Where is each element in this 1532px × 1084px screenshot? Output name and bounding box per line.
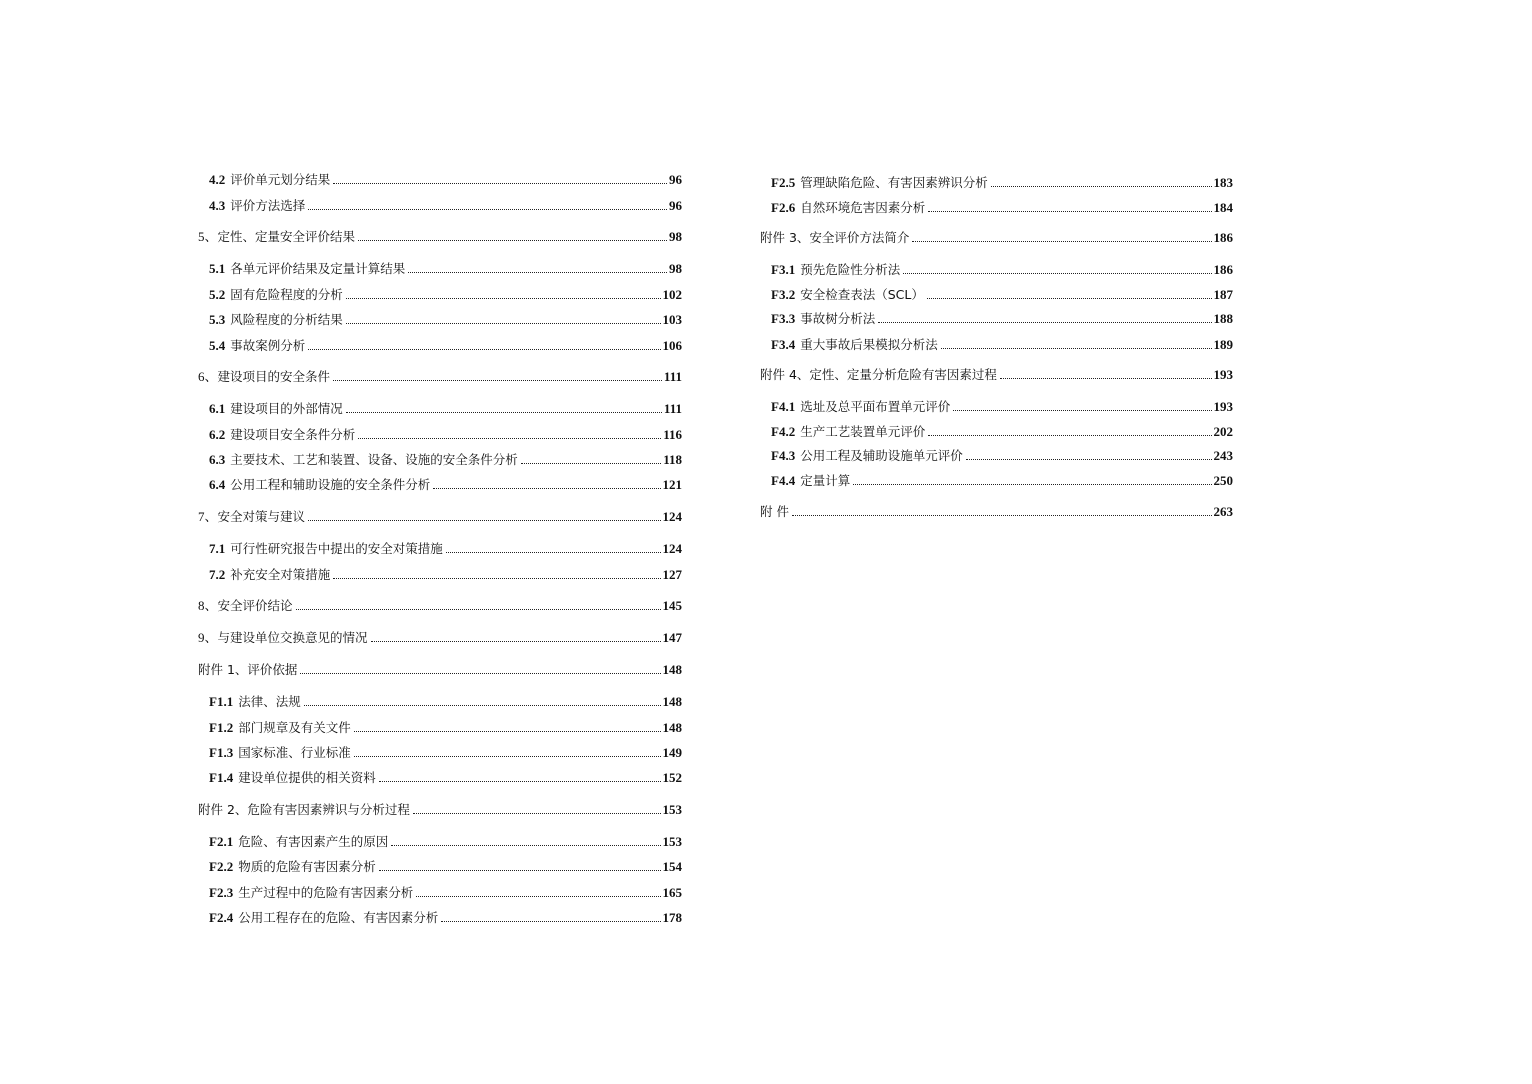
toc-entry-title: 建设项目安全条件分析	[230, 427, 356, 442]
toc-entry-title: 评价方法选择	[230, 198, 306, 213]
toc-dot-leader	[391, 844, 660, 846]
toc-entry[interactable]	[771, 395, 1233, 415]
toc-page-number: 186	[1213, 262, 1233, 277]
toc-entry[interactable]	[209, 716, 682, 736]
toc-entry-number: F2.4	[209, 910, 234, 925]
toc-entry[interactable]	[198, 225, 682, 245]
toc-dot-leader	[792, 514, 1212, 516]
toc-entry[interactable]	[771, 283, 1233, 303]
toc-dot-leader	[1000, 377, 1212, 379]
toc-entry-number: 6.2	[209, 427, 226, 442]
toc-dot-leader	[521, 462, 661, 464]
toc-dot-leader	[346, 322, 661, 324]
toc-dot-leader	[966, 458, 1212, 460]
toc-entry-number: 6.1	[209, 401, 226, 416]
toc-entry-title: 定性、定量安全评价结果	[217, 229, 356, 244]
toc-entry[interactable]	[209, 334, 682, 354]
toc-entry[interactable]	[209, 881, 682, 901]
toc-page-number: 98	[669, 229, 682, 244]
toc-entry[interactable]	[209, 855, 682, 875]
toc-entry-title: 自然环境危害因素分析	[800, 200, 926, 215]
toc-entry[interactable]	[209, 397, 682, 417]
toc-entry[interactable]	[760, 500, 1233, 520]
toc-dot-leader	[991, 185, 1212, 187]
toc-entry-title: 危险、有害因素产生的原因	[238, 834, 389, 849]
toc-entry[interactable]	[209, 906, 682, 926]
toc-entry[interactable]	[209, 563, 682, 583]
toc-entry[interactable]	[760, 363, 1233, 383]
toc-page-number: 188	[1213, 311, 1233, 326]
toc-entry[interactable]	[209, 690, 682, 710]
toc-entry[interactable]	[771, 444, 1233, 464]
toc-dot-leader	[408, 271, 667, 273]
toc-entry-number: 4.2	[209, 172, 226, 187]
toc-entry[interactable]	[198, 658, 682, 678]
toc-entry-title: 建设单位提供的相关资料	[238, 770, 376, 785]
toc-dot-leader	[441, 920, 660, 922]
toc-page-number: 250	[1213, 473, 1233, 488]
toc-dot-leader	[300, 672, 660, 674]
toc-entry-number: F2.1	[209, 834, 234, 849]
toc-entry-number: F2.2	[209, 859, 234, 874]
toc-entry[interactable]	[198, 365, 682, 385]
toc-entry-title: 部门规章及有关文件	[238, 720, 351, 735]
toc-page-number: 189	[1213, 337, 1233, 352]
toc-dot-leader	[413, 812, 661, 814]
toc-entry-number: 5、	[198, 229, 218, 244]
toc-entry-number: 7.1	[209, 541, 226, 556]
toc-entry-title: 法律、法规	[238, 694, 301, 709]
toc-entry-number: 7、	[198, 509, 218, 524]
toc-page-number: 149	[662, 745, 682, 760]
toc-entry-title: 重大事故后果模拟分析法	[800, 337, 938, 352]
toc-page-number: 152	[662, 770, 682, 785]
toc-entry-title: 公用工程存在的危险、有害因素分析	[238, 910, 439, 925]
toc-page-number: 183	[1213, 175, 1233, 190]
toc-entry-title: 生产过程中的危险有害因素分析	[238, 885, 414, 900]
toc-dot-leader	[308, 208, 667, 210]
toc-entry-number: 6.4	[209, 477, 226, 492]
toc-dot-leader	[371, 640, 661, 642]
toc-entry-title: 补充安全对策措施	[230, 567, 331, 582]
toc-dot-leader	[927, 297, 1212, 299]
toc-entry-number: 9、	[198, 630, 218, 645]
toc-page-number: 127	[662, 567, 682, 582]
toc-page-number: 148	[662, 662, 682, 677]
toc-entry-number: 7.2	[209, 567, 226, 582]
toc-dot-leader	[308, 519, 660, 521]
toc-entry-title: 国家标准、行业标准	[238, 745, 351, 760]
toc-dot-leader	[333, 577, 660, 579]
toc-page-number: 243	[1213, 448, 1233, 463]
toc-entry-title: 附件 2、危险有害因素辨识与分析过程	[198, 802, 410, 817]
toc-entry-number: F3.2	[771, 287, 796, 302]
toc-page-number: 193	[1213, 367, 1233, 382]
toc-page-number: 147	[662, 630, 682, 645]
toc-entry[interactable]	[771, 307, 1233, 327]
toc-entry[interactable]	[209, 194, 682, 214]
toc-entry-number: 4.3	[209, 198, 226, 213]
toc-page-number: 154	[662, 859, 682, 874]
toc-entry-title: 定量计算	[800, 473, 851, 488]
toc-entry[interactable]	[771, 469, 1233, 489]
toc-page-number: 96	[669, 198, 682, 213]
toc-entry[interactable]	[771, 258, 1233, 278]
toc-entry-title: 选址及总平面布置单元评价	[800, 399, 951, 414]
toc-page-number: 121	[662, 477, 682, 492]
toc-entry-title: 各单元评价结果及定量计算结果	[230, 261, 406, 276]
toc-entry[interactable]	[209, 473, 682, 493]
toc-page-number: 111	[663, 369, 682, 384]
toc-page-number: 111	[663, 401, 682, 416]
toc-entry-number: F1.3	[209, 745, 234, 760]
toc-page-number: 187	[1213, 287, 1233, 302]
toc-dot-leader	[296, 608, 661, 610]
toc-entry[interactable]	[198, 505, 682, 525]
toc-entry[interactable]	[209, 741, 682, 761]
toc-entry-title: 附 件	[760, 504, 789, 519]
toc-dot-leader	[853, 483, 1211, 485]
toc-dot-leader	[928, 434, 1211, 436]
toc-entry[interactable]	[209, 283, 682, 303]
toc-page-number: 165	[662, 885, 682, 900]
toc-entry-title: 附件 4、定性、定量分析危险有害因素过程	[760, 367, 997, 382]
toc-entry-number: 6、	[198, 369, 218, 384]
toc-entry-title: 与建设单位交换意见的情况	[217, 630, 368, 645]
toc-entry-title: 事故树分析法	[800, 311, 876, 326]
toc-page-number: 202	[1213, 424, 1233, 439]
toc-entry-title: 可行性研究报告中提出的安全对策措施	[230, 541, 443, 556]
toc-page-number: 116	[663, 427, 682, 442]
toc-dot-leader	[941, 347, 1212, 349]
toc-entry-title: 评价单元划分结果	[230, 172, 331, 187]
toc-entry-number: F4.1	[771, 399, 796, 414]
toc-entry-title: 主要技术、工艺和装置、设备、设施的安全条件分析	[230, 452, 518, 467]
toc-entry[interactable]	[198, 594, 682, 614]
toc-entry-title: 物质的危险有害因素分析	[238, 859, 376, 874]
toc-entry-number: F4.4	[771, 473, 796, 488]
toc-page-number: 148	[662, 694, 682, 709]
toc-page-number: 124	[662, 509, 682, 524]
toc-dot-leader	[446, 551, 661, 553]
toc-page-number: 102	[662, 287, 682, 302]
toc-entry[interactable]	[209, 766, 682, 786]
toc-entry[interactable]	[771, 196, 1233, 216]
toc-page-number: 106	[662, 338, 682, 353]
toc-page-number: 103	[662, 312, 682, 327]
toc-entry-number: 6.3	[209, 452, 226, 467]
toc-entry[interactable]	[198, 798, 682, 818]
toc-entry-number: F1.2	[209, 720, 234, 735]
toc-dot-leader	[304, 704, 661, 706]
toc-entry-title: 附件 1、评价依据	[198, 662, 298, 677]
toc-entry-number: F2.5	[771, 175, 796, 190]
toc-dot-leader	[878, 321, 1211, 323]
toc-entry-number: F1.4	[209, 770, 234, 785]
toc-page-number: 263	[1213, 504, 1233, 519]
toc-dot-leader	[928, 210, 1211, 212]
toc-entry-number: 8、	[198, 598, 218, 613]
toc-entry-title: 附件 3、安全评价方法简介	[760, 230, 910, 245]
toc-entry-number: F2.6	[771, 200, 796, 215]
toc-entry[interactable]	[771, 333, 1233, 353]
toc-dot-leader	[379, 780, 661, 782]
toc-entry[interactable]	[771, 171, 1233, 191]
toc-entry-number: 5.1	[209, 261, 226, 276]
toc-entry-number: F4.2	[771, 424, 796, 439]
toc-entry-title: 事故案例分析	[230, 338, 306, 353]
toc-dot-leader	[333, 182, 667, 184]
toc-entry[interactable]	[198, 626, 682, 646]
toc-dot-leader	[346, 411, 662, 413]
toc-entry-title: 安全对策与建议	[217, 509, 306, 524]
toc-page-number: 153	[662, 834, 682, 849]
toc-page-number: 98	[669, 261, 682, 276]
toc-entry-title: 风险程度的分析结果	[230, 312, 343, 327]
toc-dot-leader	[912, 240, 1211, 242]
toc-page-number: 193	[1213, 399, 1233, 414]
toc-entry-number: F3.3	[771, 311, 796, 326]
toc-dot-leader	[354, 730, 661, 732]
toc-page-number: 186	[1213, 230, 1233, 245]
toc-page-number: 178	[662, 910, 682, 925]
toc-entry-number: F4.3	[771, 448, 796, 463]
toc-entry-title: 固有危险程度的分析	[230, 287, 343, 302]
toc-entry-title: 建设项目的安全条件	[217, 369, 331, 384]
toc-entry-title: 安全评价结论	[217, 598, 293, 613]
toc-entry-title: 预先危险性分析法	[800, 262, 901, 277]
toc-entry-number: F1.1	[209, 694, 234, 709]
toc-dot-leader	[903, 272, 1211, 274]
toc-dot-leader	[346, 297, 661, 299]
toc-entry[interactable]	[209, 308, 682, 328]
toc-entry-number: F3.4	[771, 337, 796, 352]
toc-entry-number: 5.3	[209, 312, 226, 327]
toc-entry-number: 5.4	[209, 338, 226, 353]
toc-dot-leader	[379, 869, 661, 871]
toc-entry-title: 公用工程及辅助设施单元评价	[800, 448, 963, 463]
toc-entry[interactable]	[209, 423, 682, 443]
toc-page-number: 96	[669, 172, 682, 187]
toc-entry-title: 生产工艺装置单元评价	[800, 424, 926, 439]
toc-entry-number: F2.3	[209, 885, 234, 900]
toc-entry[interactable]	[209, 830, 682, 850]
toc-entry-title: 公用工程和辅助设施的安全条件分析	[230, 477, 431, 492]
toc-page-number: 184	[1213, 200, 1233, 215]
toc-entry[interactable]	[771, 420, 1233, 440]
toc-page-number: 145	[662, 598, 682, 613]
toc-entry-title: 管理缺陷危险、有害因素辨识分析	[800, 175, 988, 190]
toc-page-number: 124	[662, 541, 682, 556]
toc-dot-leader	[953, 409, 1211, 411]
toc-page-number: 153	[662, 802, 682, 817]
toc-entry-number: 5.2	[209, 287, 226, 302]
toc-entry-title: 安全检查表法（SCL）	[800, 287, 924, 302]
toc-dot-leader	[433, 487, 660, 489]
toc-entry[interactable]	[209, 257, 682, 277]
toc-entry[interactable]	[760, 226, 1233, 246]
toc-entry-number: F3.1	[771, 262, 796, 277]
toc-page-number: 118	[663, 452, 682, 467]
toc-dot-leader	[354, 755, 661, 757]
toc-entry[interactable]	[209, 448, 682, 468]
toc-dot-leader	[416, 895, 660, 897]
toc-dot-leader	[308, 348, 660, 350]
toc-dot-leader	[358, 239, 667, 241]
toc-entry-title: 建设项目的外部情况	[230, 401, 343, 416]
toc-entry[interactable]	[209, 168, 682, 188]
toc-entry[interactable]	[209, 537, 682, 557]
toc-dot-leader	[358, 437, 661, 439]
toc-dot-leader	[333, 379, 662, 381]
toc-page-number: 148	[662, 720, 682, 735]
